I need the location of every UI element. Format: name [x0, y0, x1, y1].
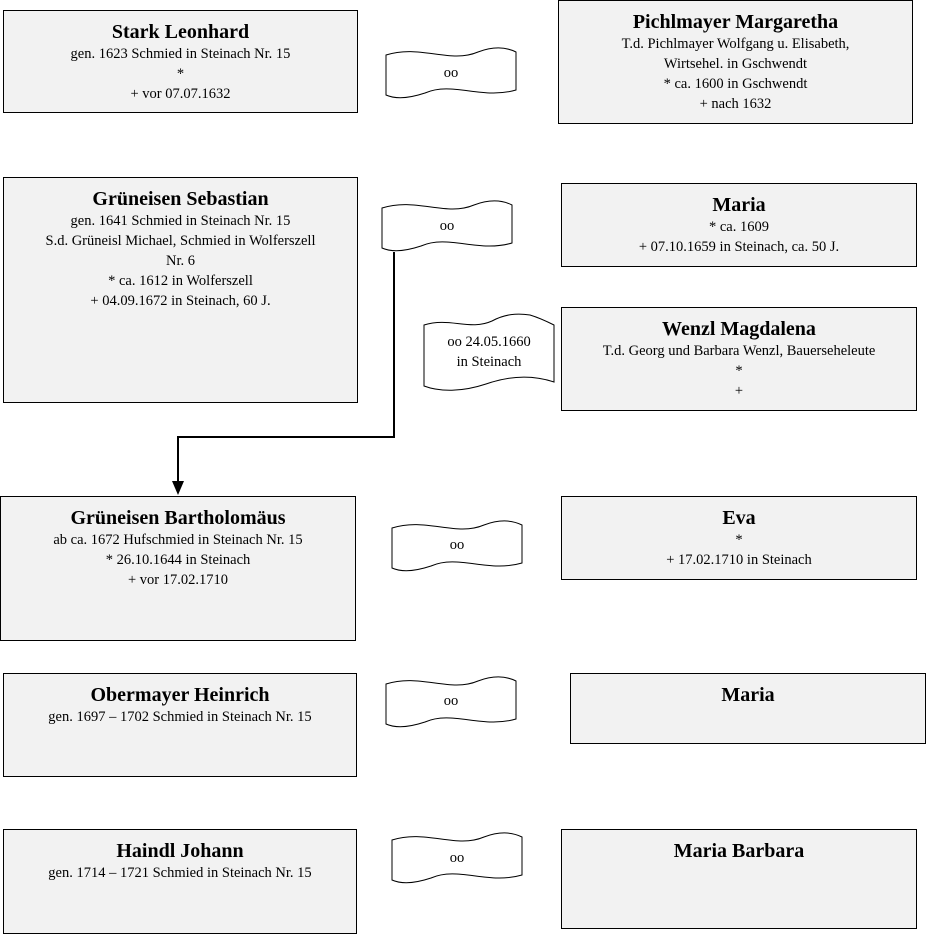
person-detail: Wirtsehel. in Gschwendt	[663, 56, 808, 72]
person-death: + 17.02.1710 in Steinach	[666, 552, 812, 568]
marriage-date: oo 24.05.1660	[447, 334, 531, 350]
marriage-place: in Steinach	[456, 354, 522, 370]
person-detail: T.d. Georg und Barbara Wenzl, Bauerseheleute	[602, 343, 876, 359]
person-detail: gen. 1697 – 1702 Schmied in Steinach Nr. 15	[48, 709, 312, 725]
person-box-maria-2	[570, 673, 926, 744]
person-detail: gen. 1714 – 1721 Schmied in Steinach Nr. 15	[48, 865, 312, 881]
person-name: Haindl Johann	[116, 840, 244, 862]
marriage-label-4: oo	[449, 537, 465, 553]
person-death: + 07.10.1659 in Steinach, ca. 50 J.	[638, 239, 840, 255]
person-death: +	[734, 383, 744, 399]
person-birth: *	[735, 363, 743, 379]
marriage-label-6: oo	[449, 850, 465, 866]
person-name: Grüneisen Bartholomäus	[70, 507, 286, 529]
person-birth: *	[735, 532, 743, 548]
person-detail: T.d. Pichlmayer Wolfgang u. Elisabeth,	[621, 36, 850, 52]
person-name: Stark Leonhard	[111, 21, 250, 43]
person-name: Pichlmayer Margaretha	[632, 11, 839, 33]
person-name: Wenzl Magdalena	[662, 318, 816, 340]
person-name: Obermayer Heinrich	[90, 684, 270, 706]
person-box-grueneisen-bartholomaeus	[0, 496, 356, 641]
person-box-eva	[561, 496, 917, 580]
person-box-maria-1	[561, 183, 917, 267]
person-detail: gen. 1623 Schmied in Steinach Nr. 15	[70, 46, 291, 62]
person-box-stark-leonhard	[3, 10, 358, 113]
person-name: Maria	[712, 194, 766, 216]
descent-arrowhead	[172, 481, 184, 495]
person-birth: * ca. 1600 in Gschwendt	[663, 76, 808, 92]
person-birth: * ca. 1609	[709, 219, 769, 235]
person-name: Grüneisen Sebastian	[92, 188, 269, 210]
person-box-wenzl-magdalena	[561, 307, 917, 411]
person-box-grueneisen-sebastian	[3, 177, 358, 403]
person-birth: * 26.10.1644 in Steinach	[105, 552, 251, 568]
person-box-obermayer-heinrich	[3, 673, 357, 777]
person-death: + nach 1632	[699, 96, 772, 112]
person-box-maria-barbara	[561, 829, 917, 929]
marriage-label-2: oo	[439, 218, 455, 234]
person-death: + 04.09.1672 in Steinach, 60 J.	[90, 293, 271, 309]
marriage-label-5: oo	[443, 693, 459, 709]
person-name: Maria	[721, 684, 775, 706]
person-birth: * ca. 1612 in Wolferszell	[108, 273, 253, 289]
person-box-pichlmayer-margaretha	[558, 0, 913, 124]
person-detail: ab ca. 1672 Hufschmied in Steinach Nr. 15	[53, 532, 303, 548]
marriage-label-1: oo	[443, 65, 459, 81]
person-detail: Nr. 6	[166, 253, 195, 269]
person-detail: gen. 1641 Schmied in Steinach Nr. 15	[70, 213, 291, 229]
person-death: + vor 17.02.1710	[127, 572, 228, 588]
person-name: Maria Barbara	[673, 840, 805, 862]
person-name: Eva	[722, 507, 756, 529]
marriage-label-3	[424, 332, 554, 372]
person-detail: S.d. Grüneisl Michael, Schmied in Wolferszell	[45, 233, 316, 249]
person-death: + vor 07.07.1632	[130, 86, 231, 102]
person-box-haindl-johann	[3, 829, 357, 934]
person-birth: *	[176, 66, 185, 82]
